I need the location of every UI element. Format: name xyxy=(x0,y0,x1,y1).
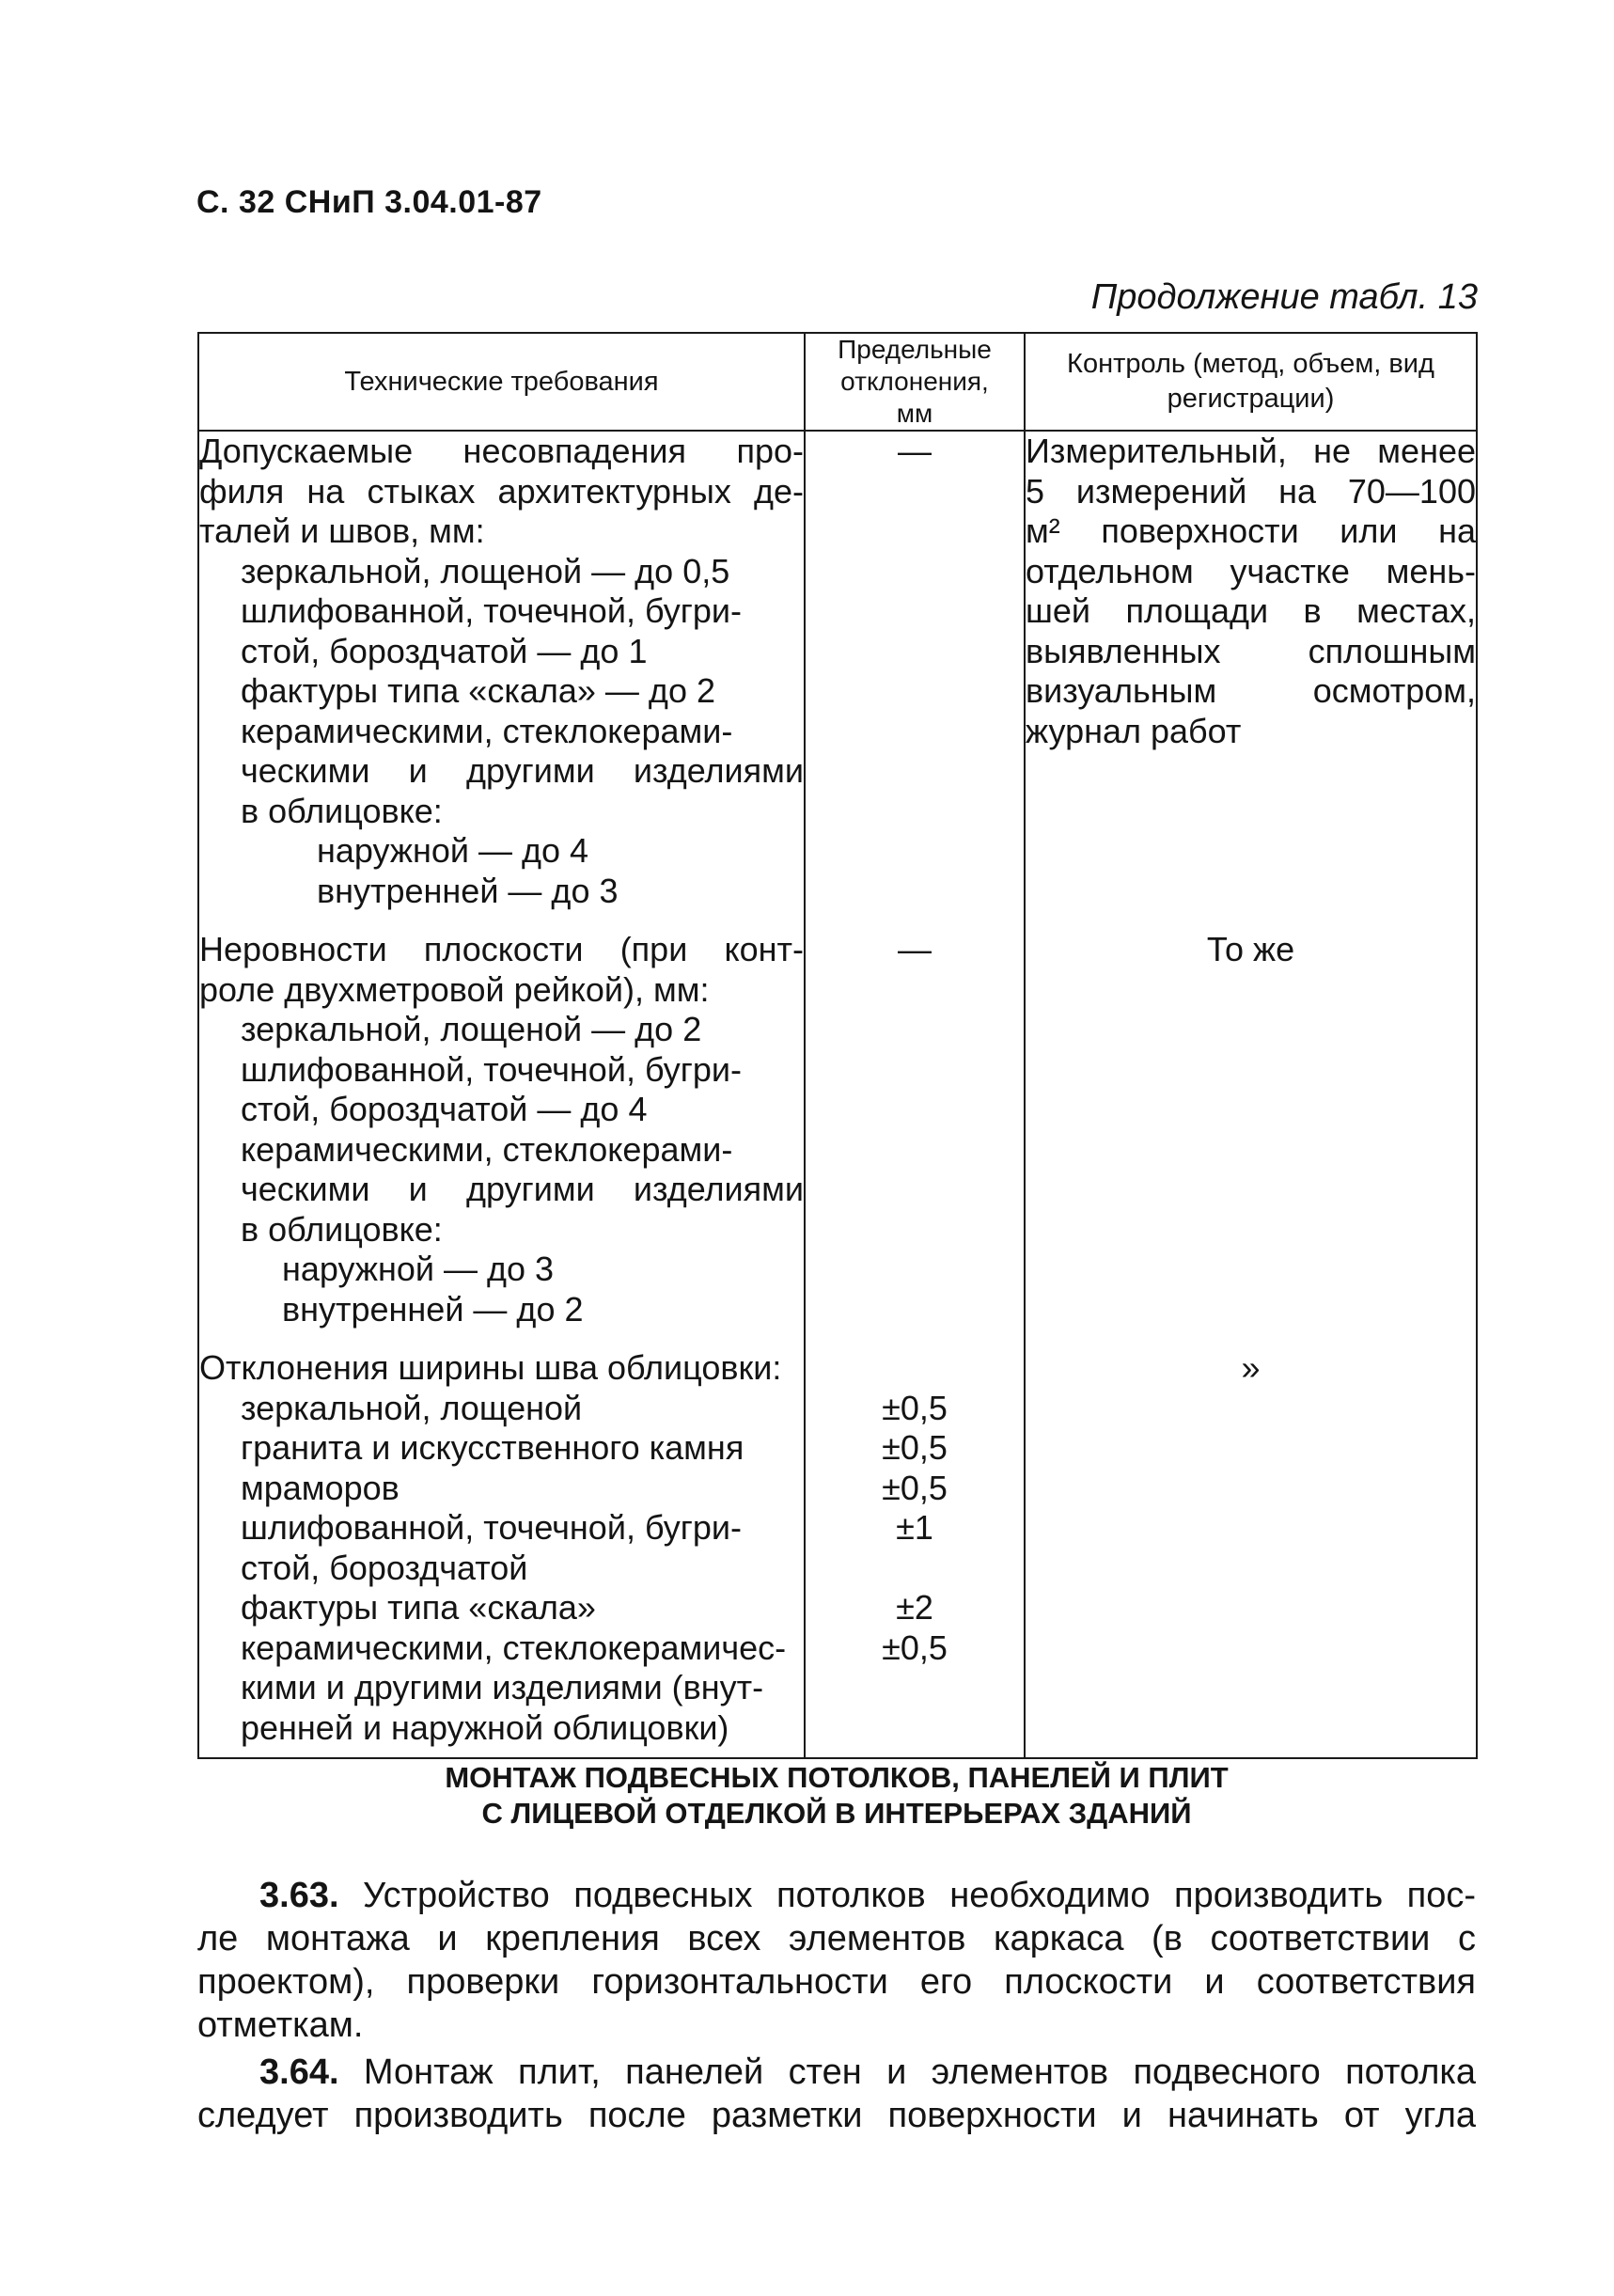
text-line: журнал работ xyxy=(1026,711,1242,750)
control-cell xyxy=(1025,930,1477,1329)
paragraph-line: проектом), проверки горизонтальности его плоскости и соответствия xyxy=(197,1962,1476,2002)
deviation-blank xyxy=(806,1549,1024,1589)
deviation-value: ±0,5 xyxy=(882,1468,948,1507)
table-header-row xyxy=(198,333,1477,431)
table-caption: Продолжение табл. 13 xyxy=(1090,277,1478,317)
paragraph-number: 3.63. xyxy=(259,1876,339,1915)
text-line: стой, бороздчатой — до 1 xyxy=(241,631,648,670)
text-line: визуальным осмотром, xyxy=(1026,671,1476,710)
text-line: филя на стыках архитектурных де- xyxy=(199,471,804,511)
text-line: Отклонения ширины шва облицовки: xyxy=(199,1348,782,1387)
text-line: в облицовке: xyxy=(241,791,443,830)
requirement-cell xyxy=(198,930,805,1329)
text-line: ческими и другими изделиями xyxy=(241,751,804,790)
text-line: фактуры типа «скала» — до 2 xyxy=(241,671,715,710)
paragraph-text: Устройство подвесных потолков необходимо производить пос- xyxy=(338,1876,1476,1915)
header-control-text: Контроль (метод, объем, вид регистрации) xyxy=(1067,349,1434,414)
text-line: кими и другими изделиями (внут- xyxy=(241,1668,764,1706)
control-text: » xyxy=(1241,1348,1261,1387)
section-title xyxy=(197,1760,1476,1832)
text-line: зеркальной, лощеной xyxy=(241,1388,583,1427)
section-title-line: МОНТАЖ ПОДВЕСНЫХ ПОТОЛКОВ, ПАНЕЛЕЙ И ПЛИТ xyxy=(445,1761,1229,1794)
requirements-table xyxy=(197,332,1478,1759)
requirement-cell xyxy=(198,1348,805,1758)
table-row xyxy=(198,1348,1477,1758)
paragraph-line xyxy=(197,2051,1476,2094)
deviation-cell xyxy=(805,930,1025,1329)
text-line: стой, бороздчатой — до 4 xyxy=(241,1090,648,1128)
text-line: ренней и наружной облицовки) xyxy=(241,1707,729,1747)
text-line: керамическими, стеклокерами- xyxy=(241,711,733,750)
text-line: шлифованной, точечной, бугри- xyxy=(241,1049,743,1089)
text-line: Измерительный, не менее xyxy=(1026,432,1476,470)
text-line: гранита и искусственного камня xyxy=(241,1428,744,1467)
text-line: талей и швов, мм: xyxy=(199,511,485,550)
text-line: фактуры типа «скала» xyxy=(241,1588,596,1627)
text-line: стой, бороздчатой xyxy=(241,1548,528,1587)
deviation-value: — xyxy=(898,930,932,968)
control-cell xyxy=(1025,1348,1477,1758)
header-requirements: Технические требования xyxy=(198,333,805,431)
text-line: наружной — до 3 xyxy=(282,1250,555,1288)
table-row xyxy=(198,431,1477,911)
header-control xyxy=(1025,333,1477,431)
text-line: выявленных сплошным xyxy=(1026,631,1476,670)
text-line: шлифованной, точечной, бугри- xyxy=(241,1508,743,1547)
page-header: С. 32 СНиП 3.04.01-87 xyxy=(196,184,542,220)
deviation-value: ±1 xyxy=(896,1508,933,1547)
text-line: отдельном участке мень- xyxy=(1026,551,1476,590)
deviation-value: ±0,5 xyxy=(882,1628,948,1667)
control-text: То же xyxy=(1206,930,1295,968)
deviation-blank xyxy=(806,1348,1024,1389)
deviation-cell xyxy=(805,431,1025,911)
text-line: шей площади в местах, xyxy=(1026,591,1476,630)
section-title-line: С ЛИЦЕВОЙ ОТДЕЛКОЙ В ИНТЕРЬЕРАХ ЗДАНИЙ xyxy=(481,1797,1192,1830)
text-line: внутренней — до 3 xyxy=(317,871,619,910)
paragraph-text: Монтаж плит, панелей стен и элементов подвесного потолка xyxy=(338,2052,1476,2092)
row-spacer xyxy=(198,1329,1477,1348)
text-line: керамическими, стеклокерами- xyxy=(241,1129,733,1169)
deviation-value: ±0,5 xyxy=(882,1388,948,1427)
row-spacer xyxy=(198,911,1477,930)
deviation-value: — xyxy=(898,432,932,470)
table-row xyxy=(198,930,1477,1329)
text-line: 5 измерений на 70—100 xyxy=(1026,471,1476,511)
header-deviations xyxy=(805,333,1025,431)
text-line: внутренней — до 2 xyxy=(282,1289,584,1329)
text-line: в облицовке: xyxy=(241,1209,443,1249)
text-line: ческими и другими изделиями xyxy=(241,1170,804,1208)
deviation-cell xyxy=(805,1348,1025,1758)
requirement-cell xyxy=(198,431,805,911)
control-cell xyxy=(1025,431,1477,911)
paragraph-number: 3.64. xyxy=(259,2052,339,2092)
paragraph-line xyxy=(197,1874,1476,1917)
text-line: наружной — до 4 xyxy=(317,831,589,870)
text-line: керамическими, стеклокерамичес- xyxy=(241,1628,787,1667)
paragraph-3-63 xyxy=(197,1874,1476,2047)
text-line: м² поверхности или на xyxy=(1026,511,1476,550)
paragraph-line: следует производить после разметки поверхности и начинать от угла xyxy=(197,2096,1476,2135)
text-line: зеркальной, лощеной — до 2 xyxy=(241,1010,702,1048)
text-line: шлифованной, точечной, бугри- xyxy=(241,591,743,630)
text-line: Допускаемые несовпадения про- xyxy=(199,432,804,470)
text-line: роле двухметровой рейкой), мм: xyxy=(199,969,710,1009)
deviation-value: ±0,5 xyxy=(882,1428,948,1467)
paragraph-3-64 xyxy=(197,2051,1476,2137)
paragraph-line: отметкам. xyxy=(197,2005,364,2045)
text-line: зеркальной, лощеной — до 0,5 xyxy=(241,551,730,590)
text-line: мраморов xyxy=(241,1468,400,1507)
header-deviations-text: Предельные отклонения, мм xyxy=(838,335,992,428)
text-line: Неровности плоскости (при конт- xyxy=(199,930,804,968)
paragraph-line: ле монтажа и крепления всех элементов каркаса (в соответствии с xyxy=(197,1919,1476,1958)
deviation-value: ±2 xyxy=(896,1588,933,1627)
